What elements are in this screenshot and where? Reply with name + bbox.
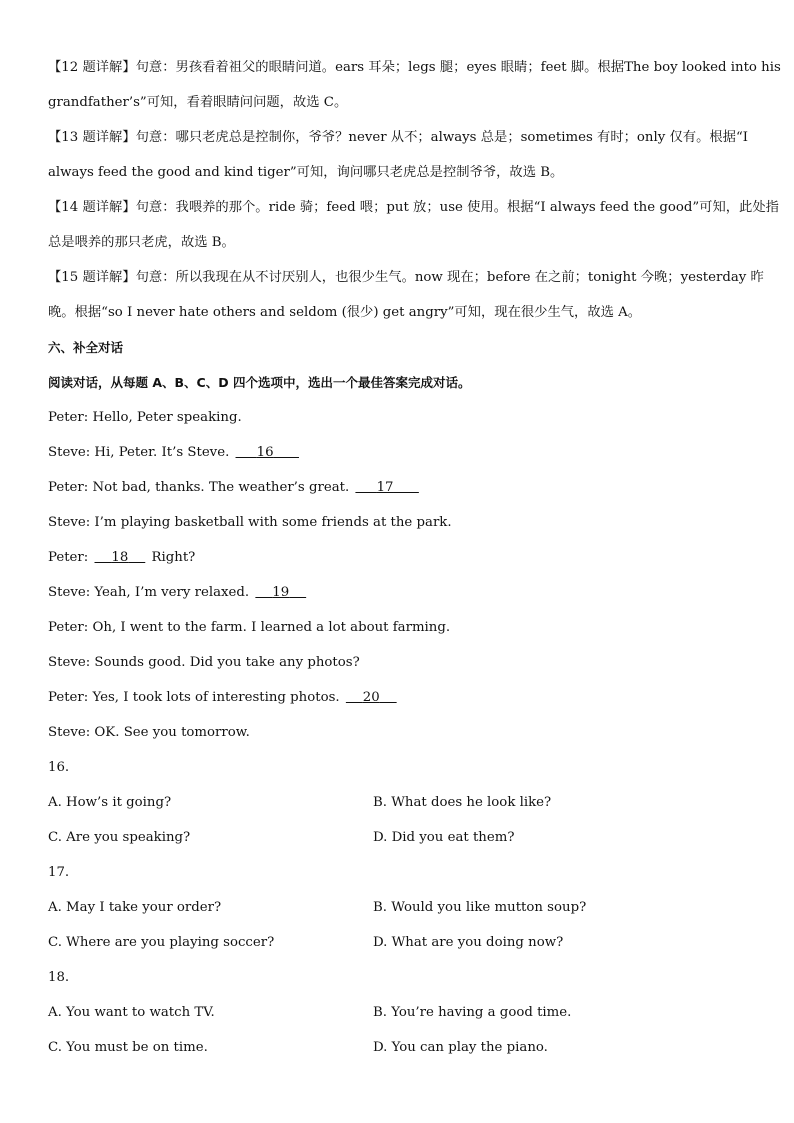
explanation-line: always feed the good and kind tiger”可知，询问哪只老虎总是控制爷爷，故选 B。	[48, 165, 564, 180]
dialogue-line: Peter: Hello, Peter speaking.	[48, 410, 242, 425]
explanation-line: 【13 题详解】句意：哪只老虎总是控制你，爷爷？never 从不；always 总是；sometimes 有时；only 仅有。根据“I	[48, 130, 749, 145]
option-b[interactable]: B. What does he look like?	[373, 795, 552, 810]
option-d[interactable]: D. Did you eat them?	[373, 830, 515, 845]
option-c[interactable]: C. Are you speaking?	[48, 830, 191, 845]
explanation-12	[48, 50, 781, 120]
option-b[interactable]: B. You’re having a good time.	[373, 1005, 572, 1020]
options-row	[48, 820, 748, 855]
option-a[interactable]: A. You want to watch TV.	[48, 1005, 215, 1020]
explanation-line: 【14 题详解】句意：我喂养的那个。ride 骑；feed 喂；put 放；use 使用。根据“I always feed the good”可知，此处指	[48, 200, 779, 215]
question-number: 18.	[48, 970, 70, 985]
options-row	[48, 995, 748, 1030]
dialogue-line: Steve: Hi, Peter. It’s Steve. 16	[48, 435, 748, 470]
answer-blank: 18	[111, 550, 129, 565]
question-16	[48, 750, 748, 855]
dialogue	[48, 400, 748, 750]
explanation-line: 总是喂养的那只老虎，故选 B。	[48, 235, 235, 250]
answer-blank: 16	[256, 445, 274, 460]
option-d[interactable]: D. What are you doing now?	[373, 935, 564, 950]
dialogue-line: Peter: Not bad, thanks. The weather’s great. 17	[48, 470, 748, 505]
options-row	[48, 890, 748, 925]
answer-blank: 20	[362, 690, 380, 705]
dialogue-line: Peter: Yes, I took lots of interesting photos. 20	[48, 680, 748, 715]
explanation-14	[48, 190, 779, 260]
dialogue-line: Steve: OK. See you tomorrow.	[48, 725, 250, 740]
section-instruction: 阅读对话，从每题 A、B、C、D 四个选项中，选出一个最佳答案完成对话。	[48, 375, 471, 390]
explanation-line: 【12 题详解】句意：男孩看着祖父的眼睛问道。ears 耳朵；legs 腿；eyes 眼睛；feet 脚。根据The boy looked into his	[48, 60, 781, 75]
option-a[interactable]: A. How’s it going?	[48, 795, 172, 810]
answer-blank: 19	[272, 585, 290, 600]
question-number: 17.	[48, 865, 70, 880]
dialogue-line: Peter: Oh, I went to the farm. I learned a lot about farming.	[48, 620, 451, 635]
dialogue-line: Steve: Yeah, I’m very relaxed. 19	[48, 575, 748, 610]
answer-blank: 17	[376, 480, 394, 495]
question-18	[48, 960, 748, 1065]
option-b[interactable]: B. Would you like mutton soup?	[373, 900, 587, 915]
options-row	[48, 785, 748, 820]
dialogue-line: Steve: I’m playing basketball with some friends at the park.	[48, 515, 452, 530]
document-page	[48, 50, 781, 1065]
explanation-line: 【15 题详解】句意：所以我现在从不讨厌别人，也很少生气。now 现在；before 在之前；tonight 今晚；yesterday 昨	[48, 270, 764, 285]
explanation-line: grandfather’s”可知，看着眼睛问问题，故选 C。	[48, 95, 348, 110]
question-17	[48, 855, 748, 960]
section-heading: 六、补全对话	[48, 340, 124, 355]
option-a[interactable]: A. May I take your order?	[48, 900, 222, 915]
question-number: 16.	[48, 760, 70, 775]
explanation-line: 晚。根据“so I never hate others and seldom (很少) get angry”可知，现在很少生气，故选 A。	[48, 305, 642, 320]
option-d[interactable]: D. You can play the piano.	[373, 1040, 548, 1055]
options-row	[48, 1030, 748, 1065]
option-c[interactable]: C. You must be on time.	[48, 1040, 208, 1055]
explanation-15	[48, 260, 764, 330]
option-c[interactable]: C. Where are you playing soccer?	[48, 935, 275, 950]
dialogue-line: Peter: 18 Right?	[48, 540, 748, 575]
dialogue-line: Steve: Sounds good. Did you take any photos?	[48, 655, 360, 670]
options-row	[48, 925, 748, 960]
explanation-13	[48, 120, 748, 190]
